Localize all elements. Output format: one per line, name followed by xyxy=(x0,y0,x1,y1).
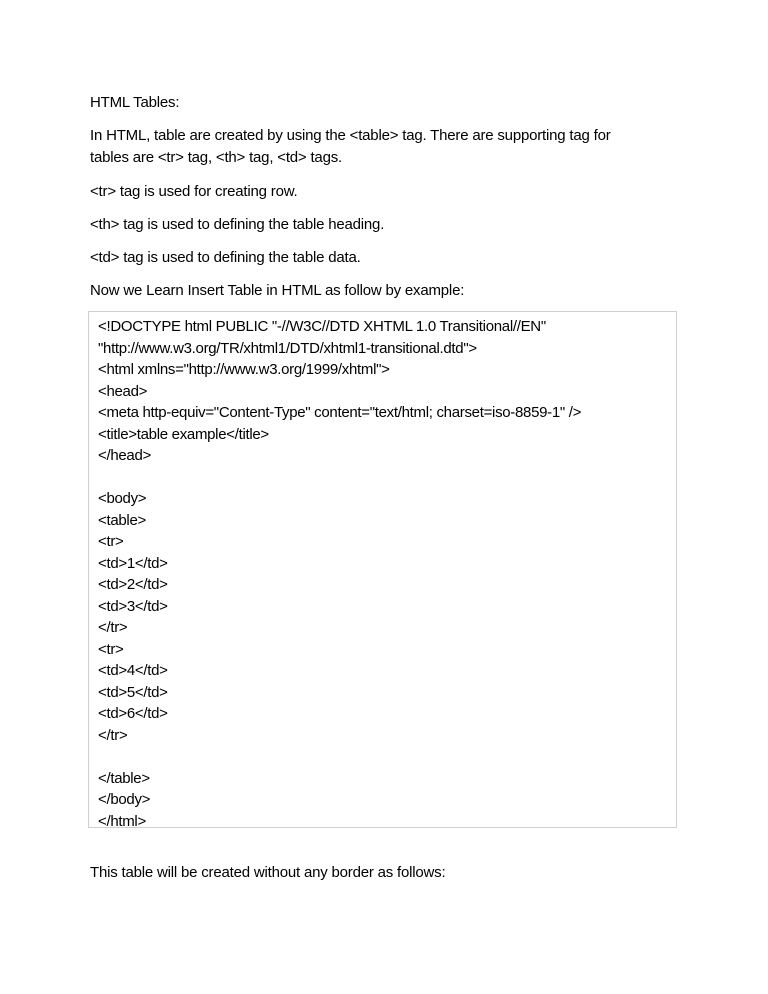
code-line: <head> xyxy=(98,382,148,400)
example-intro: Now we Learn Insert Table in HTML as follow by example: xyxy=(90,282,465,299)
code-line: </table> xyxy=(98,769,150,787)
th-description: <th> tag is used to defining the table heading. xyxy=(90,216,385,233)
closing-paragraph: This table will be created without any border as follows: xyxy=(90,864,446,881)
code-line: </tr> xyxy=(98,726,128,744)
code-line-blank xyxy=(98,746,676,768)
code-line: </tr> xyxy=(98,619,128,636)
code-line: </body> xyxy=(98,791,151,808)
intro-paragraph-line-1: In HTML, table are created by using the <table> tag. There are supporting tag for xyxy=(90,127,611,144)
intro-paragraph-line-2: tables are <tr> tag, <th> tag, <td> tags. xyxy=(90,149,342,166)
code-line: <td>2</td> xyxy=(98,576,168,593)
code-line: <td>1</td> xyxy=(98,554,168,572)
code-line-blank xyxy=(98,467,676,489)
code-line: <td>3</td> xyxy=(98,597,168,615)
code-line: <html xmlns="http://www.w3.org/1999/xhtml"> xyxy=(98,361,390,378)
code-line: "http://www.w3.org/TR/xhtml1/DTD/xhtml1-transitional.dtd"> xyxy=(98,339,477,357)
code-example-box xyxy=(88,311,677,828)
code-line: <title>table example</title> xyxy=(98,425,269,443)
code-line: <tr> xyxy=(98,533,124,550)
code-line: <td>4</td> xyxy=(98,662,168,679)
code-line: </head> xyxy=(98,447,151,464)
td-description: <td> tag is used to defining the table data. xyxy=(90,249,361,266)
code-line: <td>6</td> xyxy=(98,705,168,722)
code-line: <table> xyxy=(98,511,146,529)
code-line: <meta http-equiv="Content-Type" content="text/html; charset=iso-8859-1" /> xyxy=(98,404,582,421)
section-heading: HTML Tables: xyxy=(90,94,180,111)
code-line: </html> xyxy=(98,812,146,830)
code-line: <tr> xyxy=(98,640,124,658)
code-line: <body> xyxy=(98,490,147,507)
code-line: <!DOCTYPE html PUBLIC "-//W3C//DTD XHTML 1.0 Transitional//EN" xyxy=(98,318,546,335)
code-line: <td>5</td> xyxy=(98,683,168,701)
tr-description: <tr> tag is used for creating row. xyxy=(90,183,298,200)
